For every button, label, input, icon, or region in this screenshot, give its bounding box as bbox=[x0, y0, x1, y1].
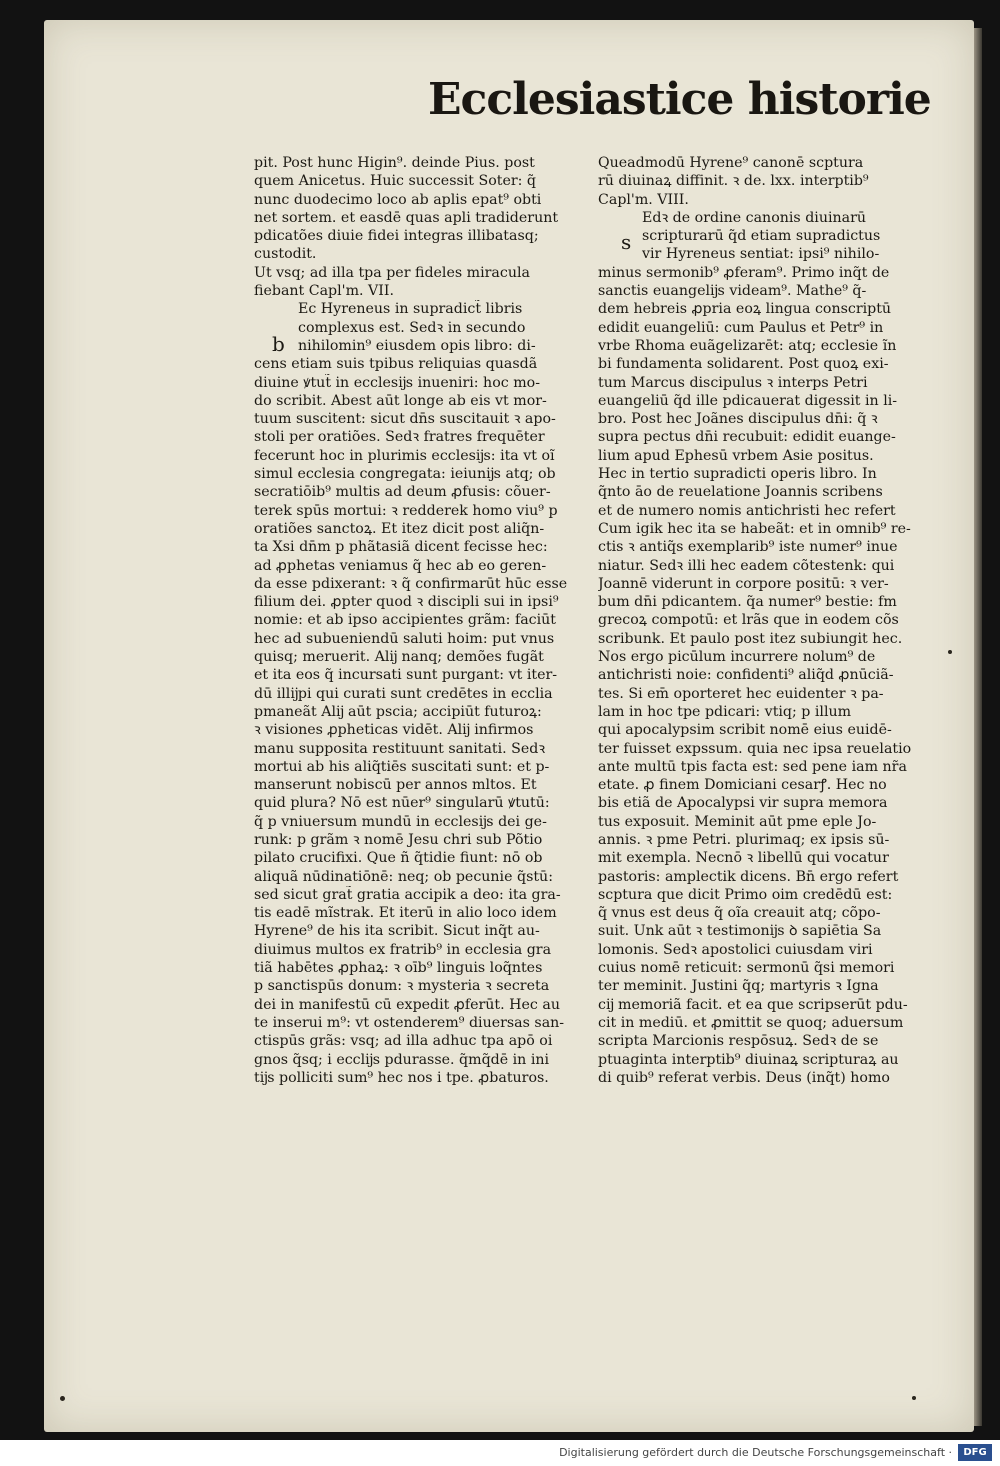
text-line: scripturarū q̃d etiam supradictus bbox=[642, 228, 881, 245]
text-line: tes. Si em̄ oporteret hec euidenter ꝛ pa- bbox=[598, 685, 884, 702]
text-line: pmaneãt Alĳ aūt pscia; accipiūt futuroꝝ: bbox=[254, 703, 542, 720]
text-line: vir Hyreneus sentiat: ipsi⁹ nihilo- bbox=[642, 246, 880, 263]
text-line: pilato crucifixi. Que ñ q̃tidie fiunt: nō ob bbox=[254, 850, 543, 867]
text-line: edidit euangeliū: cum Paulus et Petr⁹ in bbox=[598, 319, 884, 336]
text-line: sanctis euangelĳs videam⁹. Mathe⁹ q̃- bbox=[598, 283, 867, 300]
text-line: ad ꝓphetas veniamus q̃ hec ab eo geren- bbox=[254, 557, 547, 574]
text-line: Joannē viderunt in corpore positū: ꝛ ver- bbox=[598, 575, 889, 592]
text-line: di quib⁹ referat verbis. Deus (inq̃t) homo bbox=[598, 1069, 890, 1086]
text-line: dei in manifestū cū expedit ꝓferūt. Hec au bbox=[254, 996, 560, 1013]
ink-fleck bbox=[948, 650, 952, 654]
text-line: bis etiã de Apocalypsi vir supra memora bbox=[598, 795, 888, 812]
text-line: pdicatões diuie fidei integras illibatasq; bbox=[254, 228, 539, 245]
ink-fleck bbox=[912, 1396, 916, 1400]
text-line: quid plura? Nō est nūer⁹ singularū ꝟtutū: bbox=[254, 795, 550, 812]
text-line: filium dei. ꝓpter quod ꝛ discipli sui in ipsi⁹ bbox=[254, 594, 559, 611]
text-line: tum Marcus discipulus ꝛ interps Petri bbox=[598, 374, 868, 391]
text-line: tis eadē mĩstrak. Et iterū in alio loco idem bbox=[254, 905, 557, 922]
ink-fleck bbox=[60, 1396, 65, 1401]
text-line: ꝛ visiones ꝓpheticas vidēt. Alĳ infirmos bbox=[254, 722, 534, 739]
text-line: Edꝛ de ordine canonis diuinarū bbox=[642, 209, 867, 226]
text-line: ctispūs grãs: vsq; ad illa adhuc tpa apō oi bbox=[254, 1033, 553, 1050]
text-line: nunc duodecimo loco ab aplis epat⁹ obti bbox=[254, 191, 542, 208]
footer-credit: Digitalisierung gefördert durch die Deutsche Forschungsgemeinschaft · bbox=[559, 1446, 952, 1459]
text-line: bro. Post hec Joãnes discipulus dn̄i: q̃ ꝛ bbox=[598, 411, 878, 428]
text-column-left bbox=[254, 154, 576, 1087]
text-line: Nos ergo picūlum incurrere nolum⁹ de bbox=[598, 649, 876, 666]
text-line: nihilomin⁹ eiusdem opis libro: di- bbox=[298, 337, 536, 354]
text-line: et de numero nomis antichristi hec refert bbox=[598, 502, 896, 519]
footer-bar bbox=[0, 1440, 1000, 1466]
text-line: complexus est. Sedꝛ in secundo bbox=[298, 319, 526, 336]
text-line: custodit. bbox=[254, 246, 317, 263]
text-line: Hec in tertio supradicti operis libro. In bbox=[598, 466, 877, 483]
text-line: et ita eos q̃ incursati sunt purgant: vt iter- bbox=[254, 667, 558, 684]
text-line: lam in hoc tpe pdicari: vtiq; p illum bbox=[598, 703, 852, 720]
text-line: do scribit. Abest aūt longe ab eis vt mor- bbox=[254, 392, 547, 409]
text-line: pit. Post hunc Higin⁹. deinde Pius. post bbox=[254, 155, 535, 171]
text-line: diuimus multos ex fratrib⁹ in ecclesia gra bbox=[254, 941, 552, 958]
text-line: quem Anicetus. Huic successit Soter: q̃ bbox=[254, 173, 537, 190]
text-line: da esse pdixerant: ꝛ q̃ confirmarūt hūc esse bbox=[254, 575, 568, 592]
text-line: bi fundamenta solidarent. Post quoꝝ exi- bbox=[598, 356, 889, 373]
text-line: tĳs polliciti sum⁹ hec nos i tpe. ꝓbaturos. bbox=[254, 1069, 549, 1086]
text-line: dū illĳpi qui curati sunt credētes in ecclia bbox=[254, 685, 553, 702]
text-line: diuine ꝟtut̃ in ecclesĳs inueniri: hoc mo- bbox=[254, 374, 540, 391]
text-line: quisq; meruerit. Alĳ nanq; demões fugãt bbox=[254, 649, 544, 666]
text-line: Ut vsq; ad illa tpa per fideles miracula bbox=[254, 264, 530, 281]
text-line: mit exempla. Necnō ꝛ libellū qui vocatur bbox=[598, 850, 889, 867]
text-line: euangeliū q̃d ille pdicauerat digessit in li- bbox=[598, 392, 898, 409]
text-line: ctis ꝛ antiq̃s exemplarib⁹ iste numer⁹ inue bbox=[598, 539, 898, 556]
dfg-logo: DFG bbox=[958, 1444, 992, 1461]
text-line: qui apocalypsim scribit nomē eius euidē- bbox=[598, 722, 892, 739]
text-line: q̃ p vniuersum mundū in ecclesĳs dei ge- bbox=[254, 813, 547, 830]
text-line: fecerunt hoc in plurimis ecclesĳs: ita vt oĩ bbox=[254, 447, 555, 464]
text-line: Hyrene⁹ de his ita scribit. Sicut inq̃t au- bbox=[254, 923, 540, 940]
text-line: rū diuinaꝝ diffinit. ꝛ de. lxx. interptib⁹ bbox=[598, 173, 869, 190]
text-line: Queadmodū Hyrene⁹ canonē scptura bbox=[598, 155, 864, 171]
text-line: terek spūs mortui: ꝛ redderek homo viu⁹ p bbox=[254, 502, 558, 519]
text-line: antichristi noie: confidenti⁹ aliq̃d ꝓnūciã- bbox=[598, 667, 894, 684]
text-line: niatur. Sedꝛ illi hec eadem cõtestenk: qui bbox=[598, 557, 895, 574]
text-line: ter meminit. Justini q̃q; martyris ꝛ Igna bbox=[598, 978, 879, 995]
text-line: lomonis. Sedꝛ apostolici cuiusdam viri bbox=[598, 941, 873, 958]
text-line: te inserui m⁹: vt ostenderem⁹ diuersas san- bbox=[254, 1014, 565, 1031]
text-line: gnos q̃sq; i ecclĳs pdurasse. q̃mq̃dē in ini bbox=[254, 1051, 550, 1068]
text-line: grecoꝝ compotū: et lrãs que in eodem cõs bbox=[598, 612, 899, 629]
text-line: stoli per oratiões. Sedꝛ fratres frequēter bbox=[254, 429, 545, 446]
text-line: scripta Marcionis respōsuꝝ. Sedꝛ de se bbox=[598, 1033, 879, 1050]
text-line: annis. ꝛ pme Petri. plurimaq; ex ipsis sū- bbox=[598, 831, 890, 848]
running-head: Ecclesiastice historie bbox=[428, 74, 931, 125]
text-line: etate. ꝓ finem Domiciani cesarꝭ. Hec no bbox=[598, 777, 887, 794]
text-line: net sortem. et easdē quas apli tradiderunt bbox=[254, 209, 559, 226]
page-edge bbox=[974, 28, 982, 1426]
text-line: ter fuisset expssum. quia nec ipsa reuelatio bbox=[598, 740, 912, 757]
text-line: oratiões sanctoꝝ. Et itez dicit post aliq̃n- bbox=[254, 520, 545, 537]
text-line: pastoris: amplectik dicens. Bn̄ ergo refert bbox=[598, 868, 899, 885]
text-line: ta Xsi dn̄m p phãtasiã dicent fecisse hec: bbox=[254, 539, 548, 556]
text-line: bum dn̄i pdicantem. q̃a numer⁹ bestie: fm bbox=[598, 594, 897, 611]
text-line: minus sermonib⁹ ꝓferam⁹. Primo inq̃t de bbox=[598, 264, 890, 281]
text-line: cit in mediū. et ꝓmittit se quoq; aduersum bbox=[598, 1014, 904, 1031]
text-line: q̃ vnus est deus q̃ oĩa creauit atq; cõpo- bbox=[598, 905, 881, 922]
text-line: hec ad subueniendū saluti hoim: put vnus bbox=[254, 630, 555, 647]
text-line: nomie: et ab ipso accipientes grãm: faciūt bbox=[254, 612, 556, 629]
text-line: manu supposita restituunt sanitati. Sedꝛ bbox=[254, 740, 546, 757]
text-line: runk: p grãm ꝛ nomē Jesu chri sub Põtio bbox=[254, 831, 543, 848]
text-line: suit. Unk aūt ꝛ testimonĳs ꝺ sapiētia Sa bbox=[598, 923, 882, 940]
text-line: lium apud Ephesū vrbem Asie positus. bbox=[598, 447, 874, 464]
text-line: mortui ab his aliq̃tiēs suscitati sunt: et p- bbox=[254, 758, 550, 775]
text-line: q̃nto āo de reuelatione Joannis scribens bbox=[598, 484, 883, 501]
text-line: ante multū tpis facta est: sed pene iam nr̃a bbox=[598, 758, 907, 775]
text-line: cens etiam suis tpibus reliquias quasdã bbox=[254, 356, 538, 373]
text-line: vrbe Rhoma euãgelizarēt: atq; ecclesie ĩn bbox=[598, 337, 897, 354]
text-line: cĳ memoriã facit. et ea que scripserūt pdu- bbox=[598, 996, 908, 1013]
text-line: tiã habētes ꝓphaꝝ: ꝛ oīb⁹ linguis loq̃ntes bbox=[254, 960, 543, 977]
text-line: sed sicut grat̃ gratia accipik a deo: ita gra- bbox=[254, 886, 561, 903]
text-line: tus exposuit. Meminit aūt pme eple Jo- bbox=[598, 813, 877, 830]
text-line: aliquã nūdinatiōnē: neq; ob pecunie q̃stū: bbox=[254, 868, 553, 885]
text-line: simul ecclesia congregata: ieiunĳs atq; ob bbox=[254, 466, 556, 483]
text-line: Capl'm. VIII. bbox=[598, 191, 689, 208]
text-column-right bbox=[598, 154, 914, 1087]
text-line: p sanctispūs donum: ꝛ mysteria ꝛ secreta bbox=[254, 978, 550, 995]
text-line: secratiōib⁹ multis ad deum ꝓfusis: cõuer- bbox=[254, 484, 551, 501]
margin-letter-left: b bbox=[272, 332, 285, 356]
text-line: scribunk. Et paulo post itez subiungit hec. bbox=[598, 630, 903, 647]
text-line: dem hebreis ꝓpria eoꝝ lingua conscriptū bbox=[598, 301, 892, 318]
text-line: Ec Hyreneus in supradict̃ libris bbox=[298, 301, 523, 318]
margin-letter-right: s bbox=[621, 230, 632, 254]
text-line: manserunt nobiscū per annos mltos. Et bbox=[254, 777, 537, 794]
text-line: fiebant Capl'm. VII. bbox=[254, 283, 395, 300]
text-line: tuum suscitent: sicut dn̄s suscitauit ꝛ apo- bbox=[254, 411, 556, 428]
text-line: ptuaginta interptib⁹ diuinaꝝ scripturaꝝ au bbox=[598, 1051, 899, 1068]
text-line: Cum igik hec ita se habeãt: et in omnib⁹ re- bbox=[598, 520, 911, 537]
text-line: supra pectus dn̄i recubuit: edidit euange- bbox=[598, 429, 896, 446]
text-line: scptura que dicit Primo oim credēdū est: bbox=[598, 886, 893, 903]
text-line: cuius nomē reticuit: sermonū q̃si memori bbox=[598, 960, 895, 977]
